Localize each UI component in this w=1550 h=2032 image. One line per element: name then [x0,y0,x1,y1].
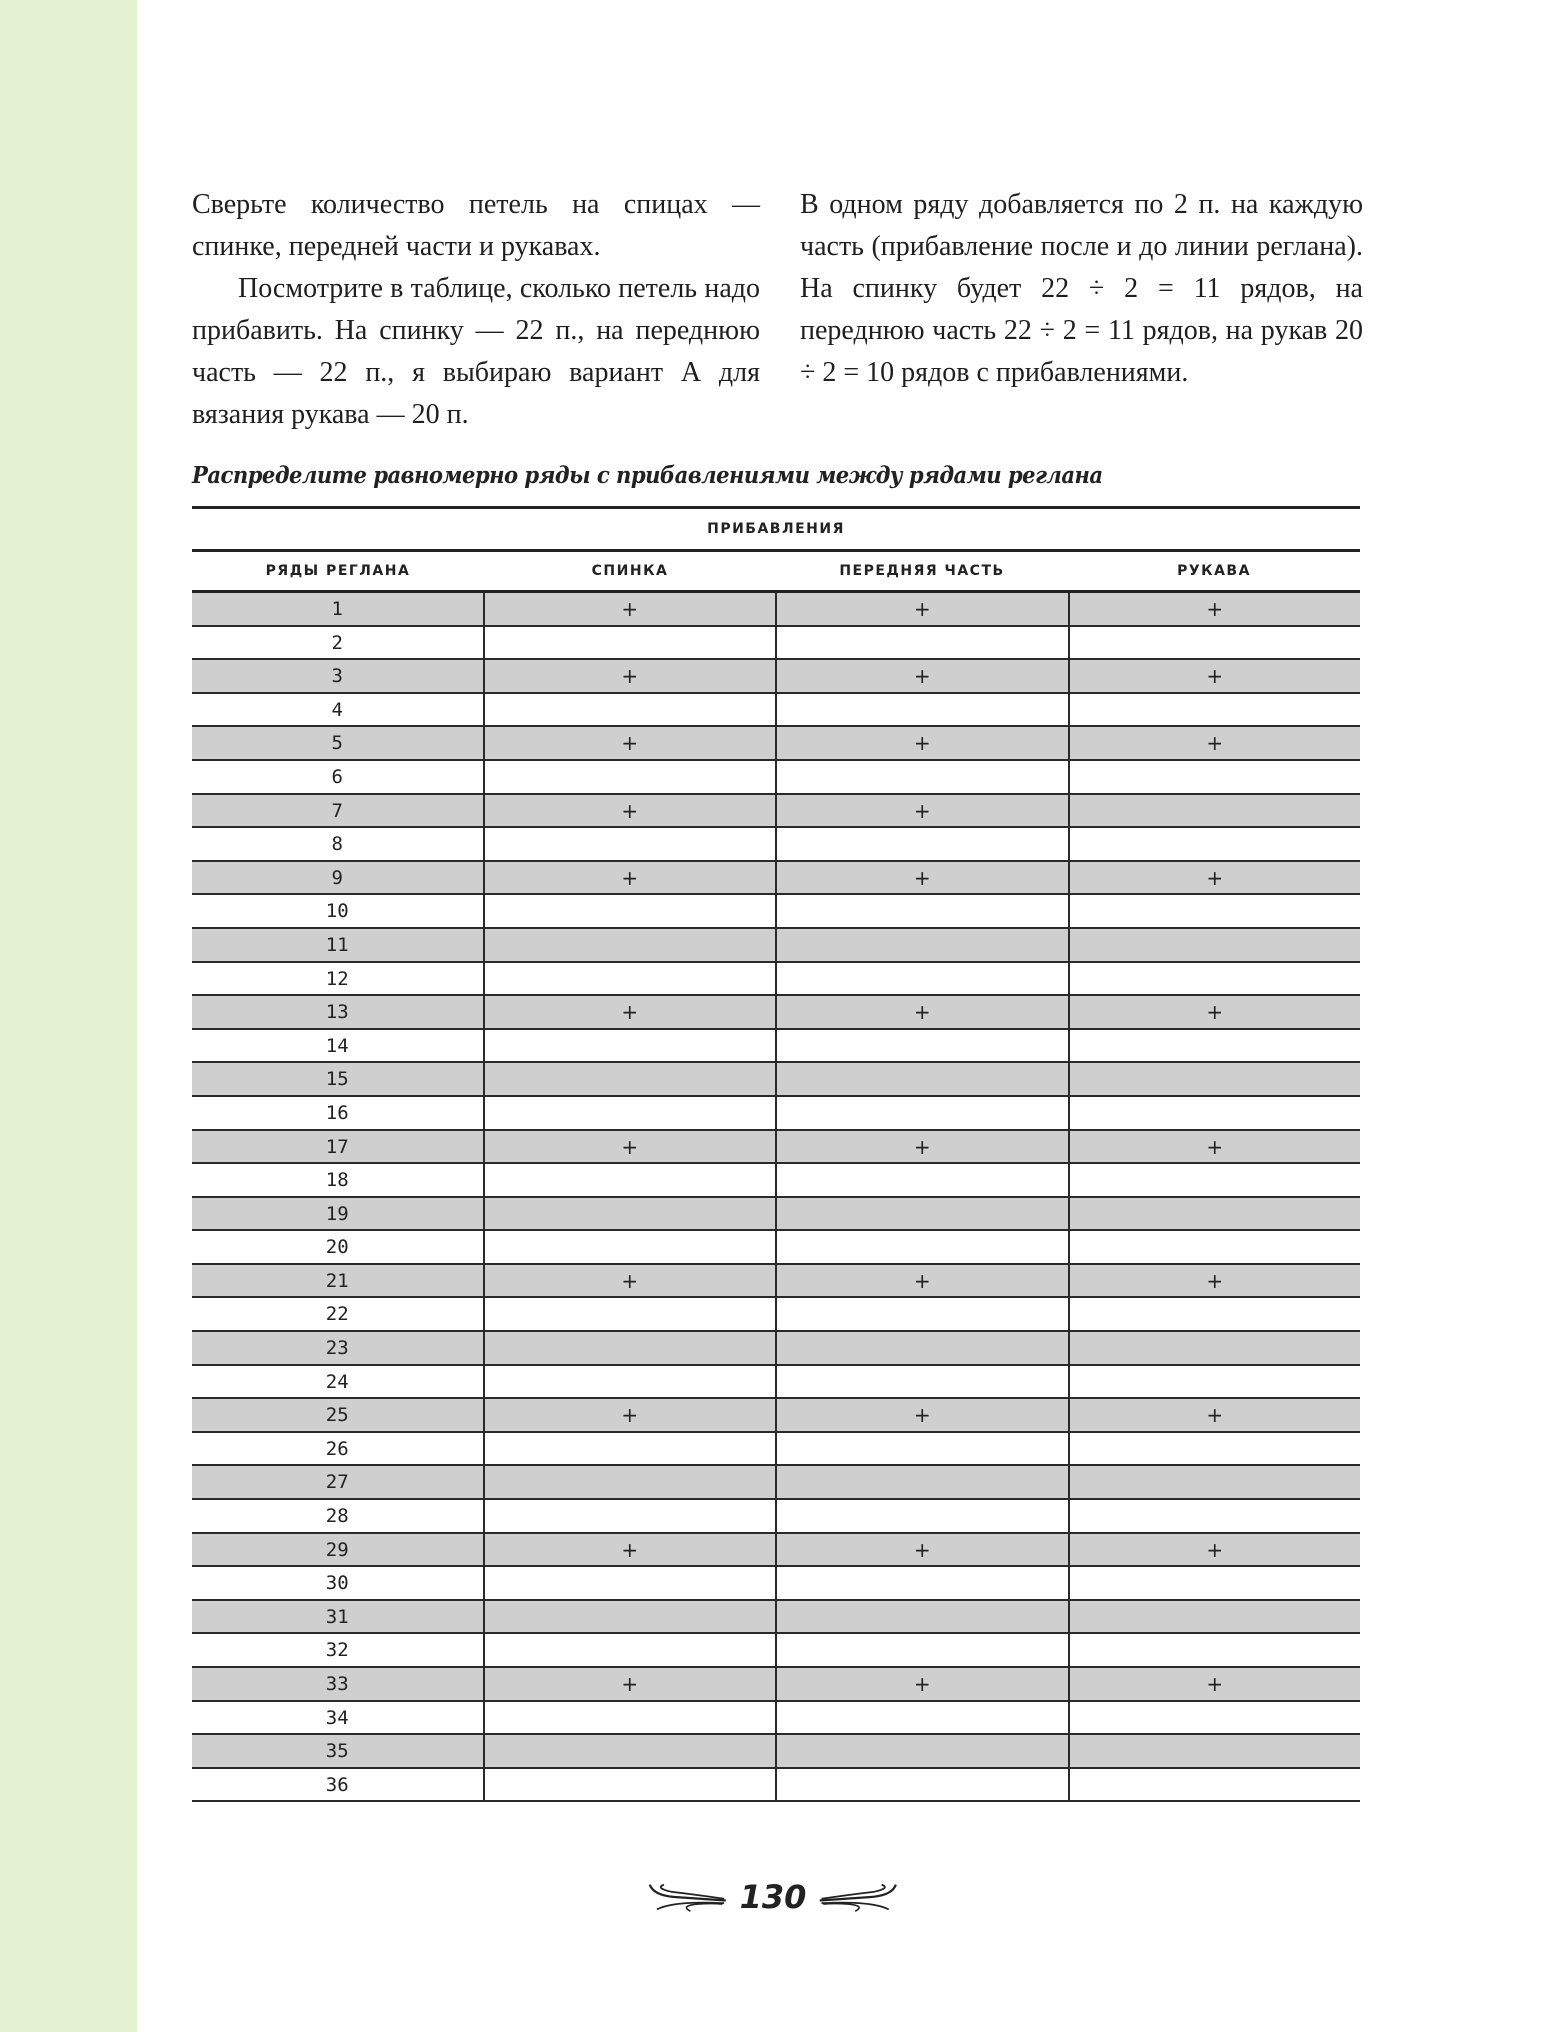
increase-mark-cell [1068,1702,1361,1734]
left-text-column [192,184,760,436]
increase-mark-cell [775,929,1068,961]
row-number-cell: 2 [331,631,343,654]
paragraph: В одном ряду добавляется по 2 п. на каждую часть (прибавление после и до линии реглана). На спинку будет 22 ÷ 2 = 11 рядов, на переднюю часть 22 ÷ 2 = 11 рядов, на рукав 20 ÷ 2 = 10 рядов с прибавлениями. [800,189,1363,388]
table-row [192,795,1360,829]
increase-mark-cell [1068,1601,1361,1633]
table-body [192,593,1360,1802]
row-number-cell: 9 [331,866,343,889]
increase-mark-cell [483,1231,776,1263]
increase-mark-cell [483,1769,776,1801]
row-number-cell: 7 [331,799,343,822]
row-number-cell: 24 [325,1370,349,1393]
table-row [192,1063,1360,1097]
increase-mark-cell [483,1702,776,1734]
column-header-rows: РЯДЫ РЕГЛАНА [265,563,411,579]
table-row [192,660,1360,694]
increase-mark-cell [483,1601,776,1633]
row-number-cell: 20 [325,1236,349,1259]
row-number-cell: 17 [325,1135,349,1158]
increase-mark-cell: + [775,1668,1068,1700]
table-row [192,1735,1360,1769]
row-number-cell: 28 [325,1505,349,1528]
row-number-cell: 15 [325,1068,349,1091]
row-number-cell: 18 [325,1169,349,1192]
increase-mark-cell [483,1500,776,1532]
table-row [192,593,1360,627]
table-row [192,1332,1360,1366]
increase-mark-cell [775,1702,1068,1734]
table-row [192,1500,1360,1534]
increase-mark-cell [775,1198,1068,1230]
column-headers [192,552,1360,590]
increase-mark-cell: + [775,996,1068,1028]
increase-mark-cell [1068,1063,1361,1095]
increase-mark-cell [483,828,776,860]
increase-mark-cell [775,1433,1068,1465]
increase-mark-cell [775,895,1068,927]
table-row [192,862,1360,896]
row-number-cell: 14 [325,1034,349,1057]
table-row [192,1097,1360,1131]
increase-mark-cell [775,1500,1068,1532]
increase-mark-cell [1068,1500,1361,1532]
row-number-cell: 33 [325,1673,349,1695]
increase-mark-cell [775,1097,1068,1129]
increase-mark-cell: + [1068,660,1361,692]
increase-mark-cell [775,1769,1068,1801]
increase-mark-cell [1068,1332,1361,1364]
increase-mark-cell [483,627,776,659]
increase-mark-cell [775,761,1068,793]
increase-mark-cell: + [1068,1399,1361,1431]
row-number-cell: 11 [325,933,349,956]
increase-mark-cell [483,1466,776,1498]
increase-mark-cell: + [1068,996,1361,1028]
increase-mark-cell [775,1634,1068,1666]
page-margin-strip [0,0,137,2032]
increase-mark-cell: + [1068,1668,1361,1700]
increase-mark-cell: + [483,996,776,1028]
row-number-cell: 25 [325,1404,349,1427]
increase-mark-cell [1068,1366,1361,1398]
increase-mark-cell [483,1634,776,1666]
column-header-sleeves: РУКАВА [1177,563,1251,579]
increase-mark-cell [1068,1433,1361,1465]
table-row [192,1399,1360,1433]
table-title: Распределите равномерно ряды с прибавлениями между рядами реглана [192,462,1103,489]
increase-mark-cell: + [775,593,1068,625]
increase-mark-cell: + [775,795,1068,827]
row-number-cell: 30 [325,1572,349,1595]
increase-mark-cell: + [775,727,1068,759]
increase-mark-cell [483,929,776,961]
increase-mark-cell: + [1068,1131,1361,1163]
table-row [192,1634,1360,1668]
increase-mark-cell: + [483,1399,776,1431]
row-number-cell: 31 [325,1605,349,1628]
page-number: 130 [739,1878,807,1916]
table-row [192,895,1360,929]
increase-mark-cell: + [483,727,776,759]
increase-mark-cell [483,1097,776,1129]
increase-mark-cell [775,1231,1068,1263]
increase-mark-cell: + [1068,727,1361,759]
table-row [192,1433,1360,1467]
increase-mark-cell [483,1164,776,1196]
increase-mark-cell [775,627,1068,659]
table-row [192,1198,1360,1232]
table-row [192,1601,1360,1635]
increase-mark-cell [775,1298,1068,1330]
increase-mark-cell: + [775,1265,1068,1297]
increase-mark-cell: + [483,593,776,625]
table-row [192,1534,1360,1568]
increase-mark-cell: + [775,1131,1068,1163]
increase-mark-cell: + [1068,862,1361,894]
row-number-cell: 35 [325,1740,349,1763]
increase-mark-cell [1068,963,1361,995]
increase-mark-cell [1068,1164,1361,1196]
increase-mark-cell [775,1030,1068,1062]
right-text-column [800,184,1363,394]
increase-mark-cell [483,694,776,726]
increase-mark-cell [483,1366,776,1398]
increase-mark-cell [483,1433,776,1465]
table-row [192,1231,1360,1265]
increase-mark-cell: + [483,1265,776,1297]
increase-mark-cell [1068,1634,1361,1666]
increase-mark-cell [483,1735,776,1767]
row-number-cell: 6 [331,765,343,788]
row-number-cell: 27 [325,1471,349,1494]
row-number-cell: 3 [331,665,343,688]
table-row [192,1769,1360,1803]
table-row [192,1265,1360,1299]
column-header-back: СПИНКА [591,563,669,579]
table-row [192,1298,1360,1332]
row-number-cell: 29 [325,1538,349,1561]
column-header-front: ПЕРЕДНЯЯ ЧАСТЬ [839,563,1005,579]
row-number-cell: 21 [325,1269,349,1292]
increase-mark-cell [775,1466,1068,1498]
row-number-cell: 4 [331,698,343,721]
table-row [192,963,1360,997]
group-header: ПРИБАВЛЕНИЯ [707,521,845,537]
table-row [192,1466,1360,1500]
row-number-cell: 34 [325,1706,349,1729]
increase-mark-cell [483,1332,776,1364]
raglan-increase-table [192,506,1360,1802]
increase-mark-cell [1068,795,1361,827]
increase-mark-cell [775,1567,1068,1599]
increase-mark-cell [775,1601,1068,1633]
increase-mark-cell [1068,1231,1361,1263]
row-number-cell: 19 [325,1202,349,1225]
increase-mark-cell [483,1567,776,1599]
table-row [192,727,1360,761]
increase-mark-cell [1068,1769,1361,1801]
increase-mark-cell [483,895,776,927]
increase-mark-cell [1068,1198,1361,1230]
increase-mark-cell [483,1063,776,1095]
row-number-cell: 36 [325,1773,349,1796]
increase-mark-cell [1068,1735,1361,1767]
increase-mark-cell [775,828,1068,860]
table-row [192,1567,1360,1601]
increase-mark-cell: + [483,660,776,692]
increase-mark-cell [483,1030,776,1062]
table-row [192,1668,1360,1702]
increase-mark-cell [1068,1466,1361,1498]
increase-mark-cell [1068,828,1361,860]
row-number-cell: 1 [331,598,343,620]
page-footer [648,1872,898,1922]
increase-mark-cell: + [775,660,1068,692]
increase-mark-cell [775,694,1068,726]
increase-mark-cell [483,1298,776,1330]
row-number-cell: 22 [325,1303,349,1326]
increase-mark-cell [1068,895,1361,927]
table-row [192,694,1360,728]
increase-mark-cell: + [483,1534,776,1566]
row-number-cell: 26 [325,1437,349,1460]
increase-mark-cell [775,1735,1068,1767]
table-row [192,1702,1360,1736]
increase-mark-cell [483,1198,776,1230]
increase-mark-cell [483,761,776,793]
table-row [192,996,1360,1030]
increase-mark-cell [1068,694,1361,726]
increase-mark-cell [1068,929,1361,961]
increase-mark-cell: + [1068,593,1361,625]
row-number-cell: 12 [325,967,349,990]
increase-mark-cell: + [1068,1534,1361,1566]
increase-mark-cell [1068,1097,1361,1129]
increase-mark-cell: + [775,1534,1068,1566]
paragraph: Сверьте количество петель на спицах — спинке, передней части и рукавах. [192,189,760,262]
table-row [192,1164,1360,1198]
increase-mark-cell: + [1068,1265,1361,1297]
increase-mark-cell [1068,761,1361,793]
increase-mark-cell: + [775,1399,1068,1431]
table-row [192,627,1360,661]
left-ornament-icon [648,1877,728,1917]
table-row [192,929,1360,963]
increase-mark-cell [1068,1567,1361,1599]
increase-mark-cell: + [483,795,776,827]
row-number-cell: 5 [331,732,343,755]
increase-mark-cell [1068,1298,1361,1330]
increase-mark-cell: + [483,1668,776,1700]
increase-mark-cell [775,1063,1068,1095]
increase-mark-cell [1068,1030,1361,1062]
row-number-cell: 32 [325,1639,349,1662]
increase-mark-cell [775,963,1068,995]
row-number-cell: 23 [325,1337,349,1360]
row-number-cell: 16 [325,1101,349,1124]
table-row [192,1366,1360,1400]
table-row [192,761,1360,795]
right-ornament-icon [818,1877,898,1917]
increase-mark-cell [775,1164,1068,1196]
table-row [192,1030,1360,1064]
paragraph: Посмотрите в таблице, сколько петель надо прибавить. На спинку — 22 п., на переднюю часть — 22 п., я выбираю вариант А для вязания рукава — 20 п. [192,273,760,430]
increase-mark-cell: + [483,862,776,894]
table-row [192,1131,1360,1165]
increase-mark-cell: + [483,1131,776,1163]
increase-mark-cell [1068,627,1361,659]
row-number-cell: 10 [325,900,349,923]
increase-mark-cell [483,963,776,995]
increase-mark-cell [775,1332,1068,1364]
increase-mark-cell: + [775,862,1068,894]
row-number-cell: 8 [331,833,343,856]
increase-mark-cell [775,1366,1068,1398]
row-number-cell: 13 [325,1001,349,1024]
table-row [192,828,1360,862]
